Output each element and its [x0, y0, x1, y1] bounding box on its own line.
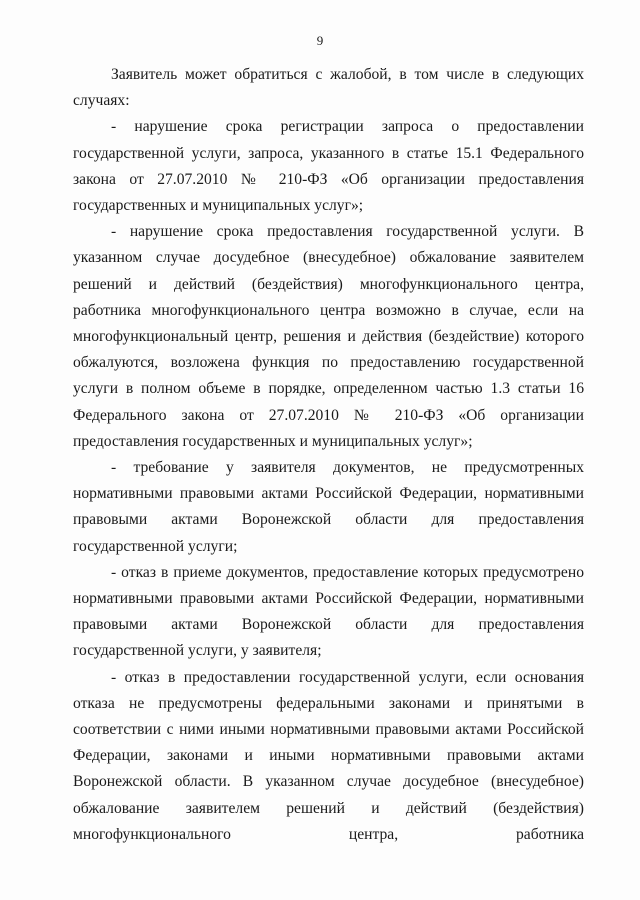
page-number: 9 — [316, 33, 324, 48]
document-body — [73, 62, 584, 848]
paragraph-service-refusal: - отказ в предоставлении государственной услуги, если основания отказа не предусмотрены федеральными законами и принятыми в соответствии с ними иными нормативными правовыми актами Российской Федерации, законами и иными нормативными правовыми актами Воронежской области. В указанном случае досудебное (внесудебное) обжалование заявителем решений и действий (бездействия) многофункционального центра, работника — [73, 668, 584, 843]
paragraph-extra-documents: - требование у заявителя документов, не предусмотренных нормативными правовыми актами Российской Федерации, нормативными правовыми актами Воронежской области для предоставления государственной услуги; — [73, 459, 584, 555]
paragraph-document-refusal: - отказ в приеме документов, предоставление которых предусмотрено нормативными правовыми актами Российской Федерации, нормативными правовыми актами Воронежской области для предоставления государственной услуги, у заявителя; — [73, 563, 584, 660]
paragraph-intro: Заявитель может обратиться с жалобой, в том числе в следующих случаях: — [73, 66, 584, 110]
paragraph-service-deadline: - нарушение срока предоставления государственной услуги. В указанном случае досудебное (внесудебное) обжалование заявителем решений и действий (бездействия) многофункционального центра, работника многофункционального центра возможно в случае, если на многофункциональный центр, решения и действия (бездействие) которого обжалуются, возложена функция по предоставлению государственной услуги в полном объеме в порядке, определенном частью 1.3 статьи 16 Федерального закона от 27.07.2010 № 210-ФЗ «Об организации предоставления государственных и муниципальных услуг»; — [73, 223, 584, 450]
paragraph-registration-deadline: - нарушение срока регистрации запроса о предоставлении государственной услуги, запроса, указанного в статье 15.1 Федерального закона от 27.07.2010 № 210-ФЗ «Об организации предоставления государственных и муниципальных услуг»; — [73, 118, 584, 215]
